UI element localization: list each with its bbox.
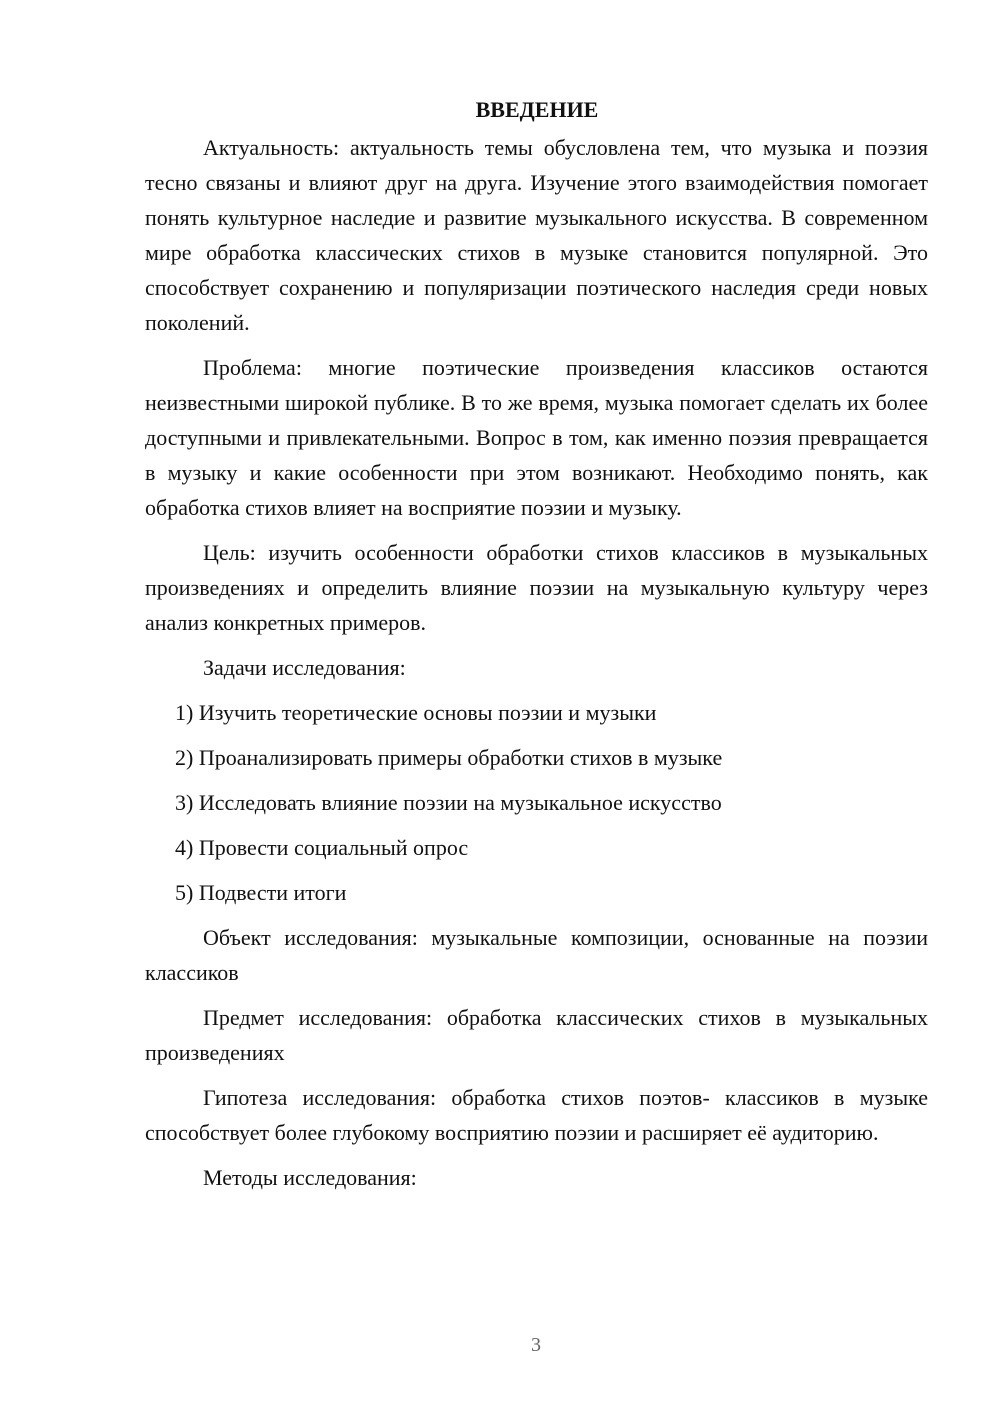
tasks-title: Задачи исследования:: [203, 655, 406, 680]
paragraph-goal: Цель: изучить особенности обработки стихов классиков в музыкальных произведениях и определить влияние поэзии на музыкальную культуру через анализ конкретных примеров.: [145, 540, 928, 635]
task-item: 3) Исследовать влияние поэзии на музыкальное искусство: [175, 790, 722, 815]
tasks-list: [145, 695, 928, 910]
task-item: 2) Проанализировать примеры обработки стихов в музыке: [175, 745, 723, 770]
paragraph-hypothesis: Гипотеза исследования: обработка стихов поэтов- классиков в музыке способствует более глубокому восприятию поэзии и расширяет её аудиторию.: [145, 1085, 928, 1145]
paragraph-problem: Проблема: многие поэтические произведения классиков остаются неизвестными широкой публике. В то же время, музыка помогает сделать их более доступными и привлекательными. Вопрос в том, как именно поэзия превращается в музыку и какие особенности при этом возникают. Необходимо понять, как обработка стихов влияет на восприятие поэзии и музыку.: [145, 355, 928, 520]
methods-title: Методы исследования:: [203, 1165, 417, 1190]
section-heading: ВВЕДЕНИЕ: [475, 97, 599, 122]
paragraph-relevance: Актуальность: актуальность темы обусловлена тем, что музыка и поэзия тесно связаны и влияют друг на друга. Изучение этого взаимодействия помогает понять культурное наследие и развитие музыкального искусства. В современном мире обработка классических стихов в музыке становится популярной. Это способствует сохранению и популяризации поэтического наследия среди новых поколений.: [145, 135, 928, 335]
page-number: 3: [531, 1334, 541, 1356]
task-item: 1) Изучить теоретические основы поэзии и музыки: [175, 700, 657, 725]
paragraph-subject: Предмет исследования: обработка классических стихов в музыкальных произведениях: [145, 1005, 928, 1065]
task-item: 5) Подвести итоги: [175, 880, 347, 905]
paragraph-object: Объект исследования: музыкальные композиции, основанные на поэзии классиков: [145, 925, 928, 985]
document-page: [145, 92, 928, 1205]
task-item: 4) Провести социальный опрос: [175, 835, 469, 860]
